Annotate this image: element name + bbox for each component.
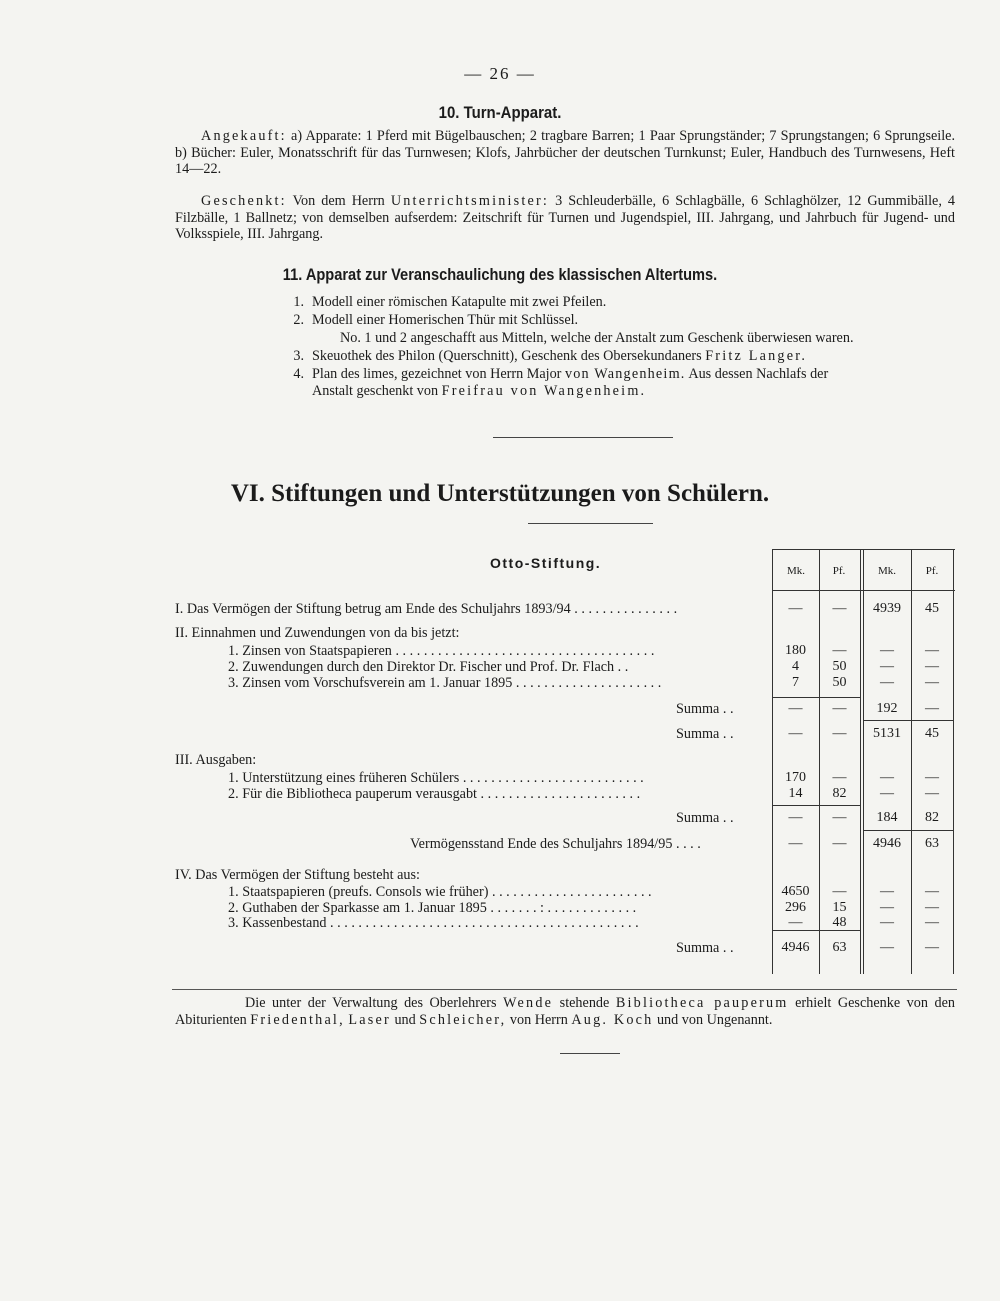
- table-row-text: Summa . .: [676, 701, 734, 717]
- table-cell: —: [832, 884, 847, 899]
- label-angekauft: Angekauft:: [201, 128, 287, 144]
- table-cell: —: [832, 726, 847, 741]
- column-header-mk2: Mk.: [877, 565, 897, 577]
- table-cell: —: [880, 643, 894, 658]
- table-cell: 48: [832, 915, 847, 930]
- subsection-divider: [528, 523, 653, 524]
- table-cell: —: [925, 675, 939, 690]
- table-cell: —: [788, 601, 803, 616]
- list-note: No. 1 und 2 angeschafft aus Mitteln, welche der Anstalt zum Geschenk überwiesen waren.: [340, 330, 854, 346]
- column-rule: [860, 549, 861, 974]
- sum-rule: [772, 805, 860, 806]
- table-cell: 184: [876, 810, 898, 825]
- table-cell: —: [880, 770, 894, 785]
- section-11-title: 11. Apparat zur Veranschaulichung des klassischen Altertums.: [282, 265, 718, 284]
- table-cell: 15: [832, 900, 847, 915]
- table-cell: —: [880, 940, 894, 955]
- table-cell: 4: [792, 659, 799, 674]
- library-name: Bibliotheca pauperum: [615, 995, 789, 1011]
- table-cell: —: [880, 884, 894, 899]
- table-row-text: III. Ausgaben:: [175, 752, 257, 768]
- section-10-title: 10. Turn-Apparat.: [438, 103, 562, 122]
- person-name: Wende: [503, 995, 554, 1011]
- column-header-pf: Pf.: [832, 565, 846, 577]
- table-cell: —: [925, 643, 939, 658]
- table-cell: 180: [785, 643, 806, 658]
- table-cell: —: [925, 770, 939, 785]
- list-item: [312, 366, 955, 383]
- sum-rule: [772, 697, 860, 698]
- column-rule: [953, 549, 954, 974]
- table-cell: 5131: [873, 726, 901, 741]
- footer-text: stehende: [553, 995, 616, 1011]
- table-row-text: 1. Staatspapieren (preufs. Consols wie früher) . . . . . . . . . . . . . . . . . . . . . . .: [228, 884, 652, 900]
- table-row-text: I. Das Vermögen der Stiftung betrug am Ende des Schuljahrs 1893/94 . . . . . . . . . . . . . . .: [175, 601, 678, 617]
- list-item: Modell einer Homerischen Thür mit Schlüssel.: [312, 312, 579, 328]
- column-header-mk: Mk.: [786, 565, 806, 577]
- table-cell: 4946: [873, 836, 901, 851]
- table-row-text: 2. Zuwendungen durch den Direktor Dr. Fischer und Prof. Dr. Flach . .: [228, 659, 629, 675]
- item4-text-b: Aus dessen Nachlafs der: [685, 366, 829, 382]
- footer-text: Die unter der Verwaltung des Oberlehrers: [245, 995, 504, 1011]
- person-name: von Wangenheim.: [564, 366, 686, 382]
- table-cell: 82: [832, 786, 847, 801]
- item-number: 3.: [293, 348, 304, 364]
- table-cell: 4946: [781, 940, 810, 955]
- table-cell: —: [832, 601, 847, 616]
- geschenkt-mid: Von dem Herrn: [286, 193, 391, 209]
- table-cell: —: [788, 701, 803, 716]
- column-header-pf2: Pf.: [925, 565, 939, 577]
- footer-text: und von Ungenannt.: [653, 1012, 773, 1028]
- table-row-text: 1. Zinsen von Staatspapieren . . . . . . . . . . . . . . . . . . . . . . . . . . . . . . . . . . . . .: [228, 643, 655, 659]
- item4-text-c: Anstalt geschenkt von: [312, 383, 442, 399]
- footer-divider: [560, 1053, 620, 1054]
- table-cell: —: [925, 786, 939, 801]
- table-cell: 192: [876, 701, 898, 716]
- table-row-text: II. Einnahmen und Zuwendungen von da bis jetzt:: [175, 625, 460, 641]
- sum-rule: [863, 720, 953, 721]
- table-cell: —: [788, 836, 803, 851]
- table-cell: 50: [832, 659, 847, 674]
- table-cell: 45: [925, 726, 939, 741]
- item-number: 2.: [293, 312, 304, 328]
- list-item-cont: [312, 383, 955, 400]
- paragraph-angekauft: [175, 128, 955, 178]
- table-cell: —: [925, 659, 939, 674]
- person-name: Schleicher,: [419, 1012, 507, 1028]
- table-cell: —: [832, 810, 847, 825]
- person-name: Fritz Langer.: [705, 348, 808, 364]
- footer-text: von Herrn: [506, 1012, 572, 1028]
- item-number: 1.: [293, 294, 304, 310]
- table-row-text: Vermögensstand Ende des Schuljahrs 1894/95 . . . .: [410, 836, 701, 852]
- table-bottom-rule: [172, 989, 957, 990]
- table-cell: —: [880, 900, 894, 915]
- otto-stiftung-heading: Otto-Stiftung.: [490, 555, 602, 571]
- table-cell: —: [880, 659, 894, 674]
- sum-rule: [863, 830, 953, 831]
- table-cell: —: [832, 643, 847, 658]
- footer-paragraph: [175, 995, 955, 1029]
- table-row-text: 2. Guthaben der Sparkasse am 1. Januar 1895 . . . . . . . : . . . . . . . . . . . . .: [228, 900, 637, 916]
- table-cell: 170: [785, 770, 806, 785]
- paragraph-geschenkt: [175, 193, 955, 243]
- table-row-text: Summa . .: [676, 940, 734, 956]
- table-cell: —: [832, 836, 847, 851]
- table-cell: 296: [785, 900, 806, 915]
- angekauft-text: a) Apparate: 1 Pferd mit Bügelbauschen; 2 tragbare Barren; 1 Paar Sprungständer; 7 Sprungstangen; 6 Sprungseile. b) Bücher: Euler, Monatsschrift für das Turnwesen; Klofs, Jahrbücher der deutschen Turnkunst; Euler, Handbuch des Turnwesens, Heft 14—22.: [175, 128, 955, 177]
- table-row-text: 1. Unterstützung eines früheren Schülers . . . . . . . . . . . . . . . . . . . . . . . . . .: [228, 770, 644, 786]
- table-cell: —: [832, 770, 847, 785]
- label-geschenkt: Geschenkt:: [201, 193, 287, 209]
- table-cell: 63: [925, 836, 939, 851]
- table-cell: 50: [832, 675, 847, 690]
- person-name: Friedenthal,: [250, 1012, 345, 1028]
- section-11-list: [0, 294, 1000, 414]
- footer-text: und: [390, 1012, 420, 1028]
- table-row-text: 2. Für die Bibliotheca pauperum verausgabt . . . . . . . . . . . . . . . . . . . . . . .: [228, 786, 641, 802]
- person-name: Laser: [348, 1012, 391, 1028]
- item-number: 4.: [293, 366, 304, 382]
- section-6-title: VI. Stiftungen und Unterstützungen von Schülern.: [230, 480, 770, 507]
- footer-text: erhielt Geschenke von den Abiturienten: [175, 995, 955, 1028]
- table-cell: —: [788, 915, 803, 930]
- table-row-text: 3. Kassenbestand . . . . . . . . . . . . . . . . . . . . . . . . . . . . . . . . . . . . . . . . . . . .: [228, 915, 639, 931]
- table-cell: 7: [792, 675, 799, 690]
- list-item: [312, 348, 955, 365]
- person-name: Freifrau von Wangenheim.: [441, 383, 647, 399]
- item3-text: Skeuothek des Philon (Querschnitt), Geschenk des Obersekundaners: [312, 348, 706, 364]
- page-number: — 26 —: [464, 64, 536, 83]
- table-cell: —: [925, 900, 939, 915]
- table-cell: —: [925, 884, 939, 899]
- table-cell: 45: [925, 601, 939, 616]
- item4-text: Plan des limes, gezeichnet von Herrn Major: [312, 366, 565, 382]
- table-cell: 82: [925, 810, 939, 825]
- geschenkt-text: 3 Schleuderbälle, 6 Schlagbälle, 6 Schlaghölzer, 12 Gummibälle, 4 Filzbälle, 1 Ballnetz; von demselben aufserdem: Zeitschrift für Turnen und Jugendspiel, III. Jahrgang, und Jahrbuch für Jugend- und Volksspiele, III. Jahrgang.: [175, 193, 956, 242]
- table-cell: 4650: [781, 884, 810, 899]
- person-name: Aug. Koch: [571, 1012, 654, 1028]
- table-row-text: Summa . .: [676, 810, 734, 826]
- table-cell: —: [832, 701, 847, 716]
- table-cell: 4939: [873, 601, 901, 616]
- table-cell: 63: [832, 940, 847, 955]
- table-cell: —: [788, 726, 803, 741]
- list-item: Modell einer römischen Katapulte mit zwei Pfeilen.: [312, 294, 607, 310]
- donor-minister: Unterrichtsminister:: [390, 193, 550, 209]
- table-row-text: IV. Das Vermögen der Stiftung besteht aus:: [175, 867, 420, 883]
- section-divider: [493, 437, 673, 438]
- table-cell: —: [925, 940, 939, 955]
- table-cell: —: [880, 915, 894, 930]
- table-cell: —: [880, 675, 894, 690]
- table-row-text: 3. Zinsen vom Vorschufsverein am 1. Januar 1895 . . . . . . . . . . . . . . . . . . . . .: [228, 675, 662, 691]
- table-row-text: Summa . .: [676, 726, 734, 742]
- table-cell: —: [788, 810, 803, 825]
- table-cell: —: [925, 701, 939, 716]
- table-cell: —: [925, 915, 939, 930]
- table-cell: 14: [788, 786, 803, 801]
- table-cell: —: [880, 786, 894, 801]
